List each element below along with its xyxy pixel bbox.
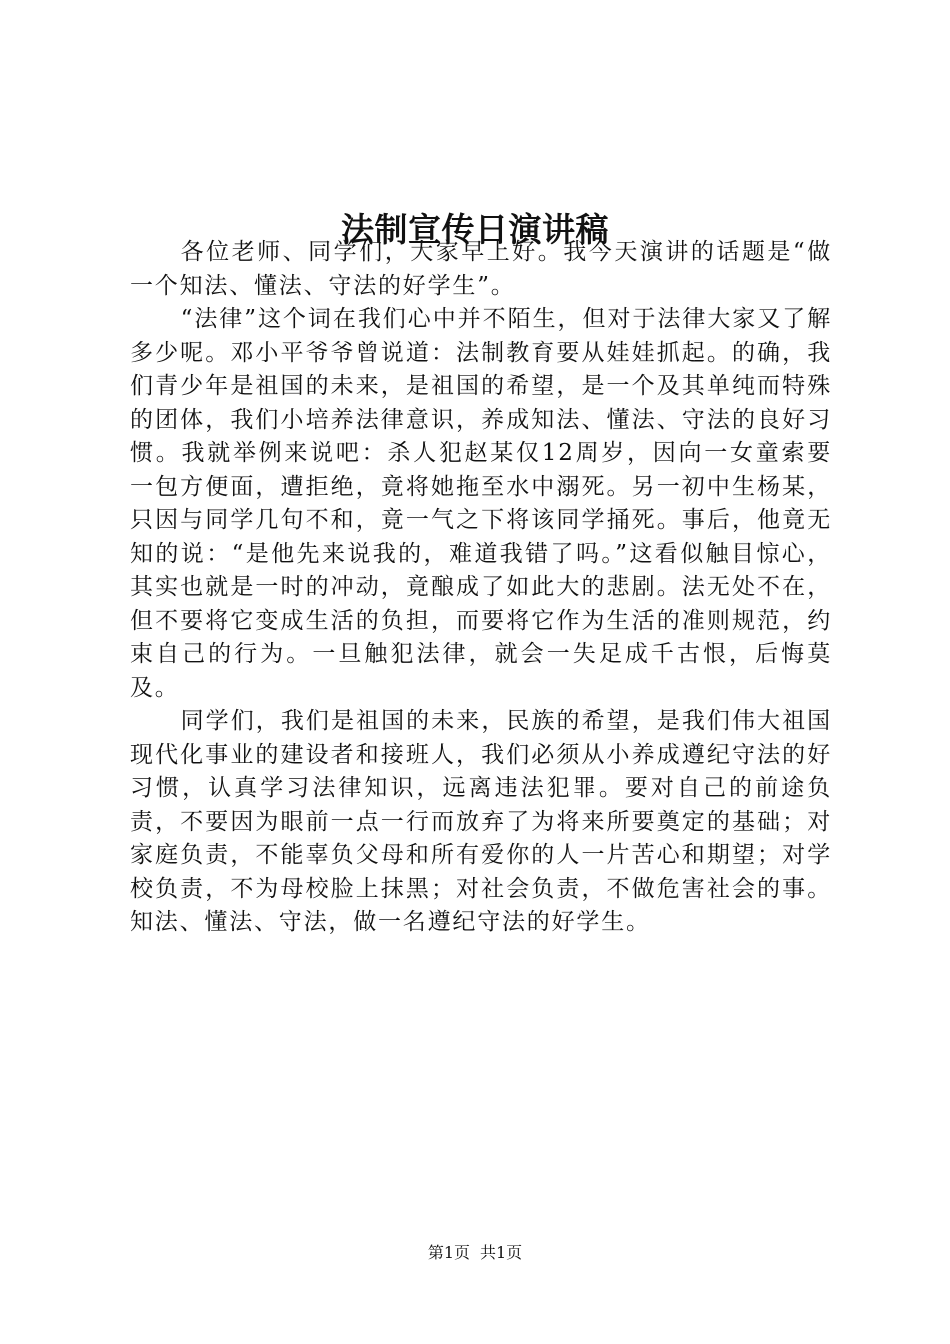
paragraph-conclusion: 同学们，我们是祖国的未来，民族的希望，是我们伟大祖国现代化事业的建设者和接班人，我们必须从小养成遵纪守法的好习惯，认真学习法律知识，远离违法犯罪。要对自己的前途负责，不要因为眼前一点一行而放弃了为将来所要奠定的基础；对家庭负责，不能辜负父母和所有爱你的人一片苦心和期望；对学校负责，不为母校脸上抹黑；对社会负责，不做危害社会的事。知法、懂法、守法，做一名遵纪守法的好学生。 [130, 708, 832, 935]
document-title: 法制宣传日演讲稿 [341, 210, 609, 250]
paragraph-greeting: 各位老师、同学们，大家早上好。我今天演讲的话题是“做一个知法、懂法、守法的好学生”。 [130, 239, 832, 299]
page-number-current: 第1页 [427, 1243, 470, 1262]
page-number-total: 共1页 [480, 1243, 523, 1262]
document-body [130, 236, 832, 940]
page-footer [0, 1242, 950, 1264]
paragraph-law-examples: “法律”这个词在我们心中并不陌生，但对于法律大家又了解多少呢。邓小平爷爷曾说道：法制教育要从娃娃抓起。的确，我们青少年是祖国的未来，是祖国的希望，是一个及其单纯而特殊的团体，我们小培养法律意识，养成知法、懂法、守法的良好习惯。我就举例来说吧：杀人犯赵某仅12周岁，因向一女童索要一包方便面，遭拒绝，竟将她拖至水中溺死。另一初中生杨某，只因与同学几句不和，竟一气之下将该同学捅死。事后，他竟无知的说：“是他先来说我的，难道我错了吗。”这看似触目惊心，其实也就是一时的冲动，竟酿成了如此大的悲剧。法无处不在，但不要将它变成生活的负担，而要将它作为生活的准则规范，约束自己的行为。一旦触犯法律，就会一失足成千古恨，后悔莫及。 [130, 306, 832, 701]
